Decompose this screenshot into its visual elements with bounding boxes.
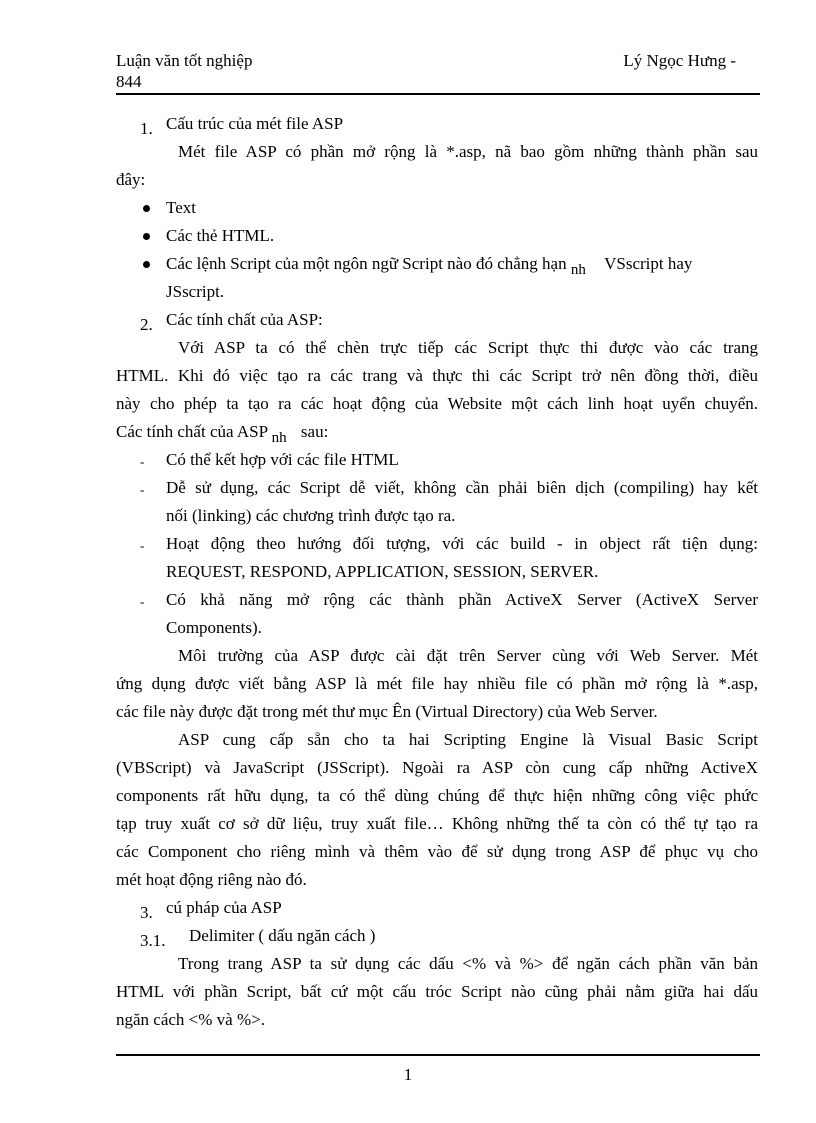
section-3-1-heading: 3.1. Delimiter ( dấu ngăn cách ) bbox=[140, 926, 376, 950]
header-right: Lý Ngọc Hưng - bbox=[623, 51, 736, 70]
paragraph-2: Với ASP ta có thể chèn trực tiếp các Script thực thi được vào các trang HTML. Khi đó việc tạo ra các trang và thực thi các Script trở nên đồng thời, điều này cho phép ta tạo ra các hoạt động của Website một cách linh hoạt uyển chuyển. Các tính chất của ASP nh sau: bbox=[116, 338, 758, 446]
bullet-item: Text bbox=[116, 194, 758, 222]
bullet-continuation: JSscript. bbox=[166, 282, 225, 301]
footer-rule bbox=[116, 1054, 760, 1056]
page-number: 1 bbox=[403, 1065, 413, 1084]
paragraph-5: Trong trang ASP ta sử dụng các dấu <% và %> để ngăn cách phần văn bản HTML với phần Script, bất cứ một cấu tróc Script nào cũng phải nằm giữa hai dấu ngăn cách <% và %>. bbox=[116, 954, 758, 1029]
bullet-dot-icon bbox=[143, 233, 150, 240]
document-body bbox=[116, 110, 758, 1034]
header-number: 844 bbox=[116, 72, 142, 91]
dash-item: - Có khả năng mở rộng các thành phần ActiveX Server (ActiveX Server Components). bbox=[140, 590, 758, 637]
paragraph-4: ASP cung cấp sẵn cho ta hai Scripting Engine là Visual Basic Script (VBScript) và JavaScript (JSScript). Ngoài ra ASP còn cung cấp những ActiveX components rất hữu dụng, ta có thể dùng chúng để thực hiện những công việc phức tạp truy xuất cơ sở dữ liệu, truy xuất file… Không những thế ta còn có thể tự tạo ra các Component cho riêng mình và thêm vào để sử dụng trong ASP để phục vụ cho mét hoạt động riêng nào đó. bbox=[116, 730, 758, 889]
bullet-dot-icon bbox=[143, 261, 150, 268]
header-left: Luận văn tốt nghiệp bbox=[116, 51, 253, 70]
section-2-heading: 2. Các tính chất của ASP: bbox=[140, 310, 323, 334]
dash-item: - Hoạt động theo hướng đối tượng, với các build - in object rất tiện dụng: REQUEST, RESPOND, APPLICATION, SESSION, SERVER. bbox=[140, 534, 758, 581]
section-1-heading: 1. Cấu trúc của mét file ASP bbox=[140, 114, 344, 138]
section-3-heading: 3. cú pháp của ASP bbox=[140, 898, 282, 922]
dash-item: - Dễ sử dụng, các Script dễ viết, không cần phải biên dịch (compiling) hay kết nối (linking) các chương trình được tạo ra. bbox=[140, 478, 758, 525]
dash-item: - Có thể kết hợp với các file HTML bbox=[140, 450, 399, 469]
paragraph-3: Môi trường của ASP được cài đặt trên Server cùng với Web Server. Mét ứng dụng được viết bằng ASP là mét file hay nhiều file có phần mở rộng là *.asp, các file này được đặt trong mét thư mục Ên (Virtual Directory) của Web Server. bbox=[116, 646, 758, 721]
paragraph-1: Mét file ASP có phần mở rộng là *.asp, nã bao gồm những thành phần sau đây: bbox=[116, 142, 758, 189]
bullet-item: Các thẻ HTML. bbox=[116, 222, 758, 250]
bullet-dot-icon bbox=[143, 205, 150, 212]
header-rule bbox=[116, 93, 760, 95]
bullet-item: Các lệnh Script của một ngôn ngữ Script nào đó chẳng hạn nh VSscript hay bbox=[116, 250, 758, 278]
